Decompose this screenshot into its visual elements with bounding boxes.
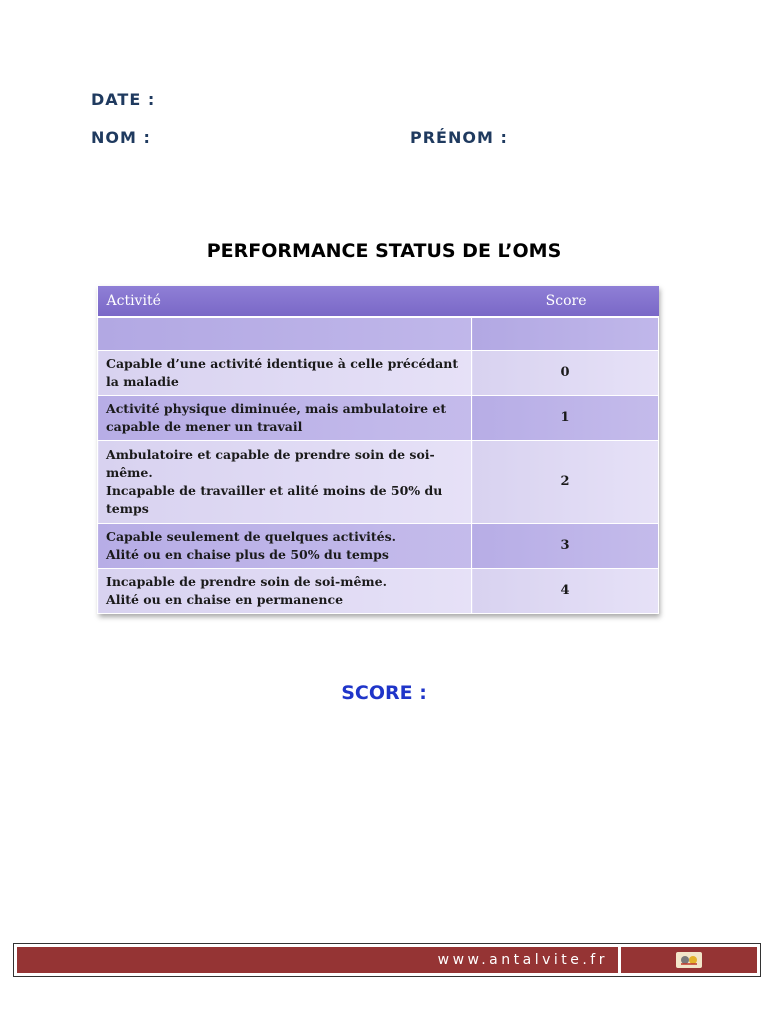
- table-row: [98, 351, 659, 396]
- score-cell: 2: [472, 441, 659, 524]
- prenom-label: PRÉNOM :: [410, 128, 508, 147]
- table-header-row: [98, 286, 659, 317]
- activity-cell: [98, 441, 472, 524]
- activity-cell: [98, 396, 472, 441]
- performance-status-table: [97, 286, 658, 614]
- activity-line: Incapable de prendre soin de soi-même.: [106, 574, 387, 589]
- activity-line: Ambulatoire et capable de prendre soin de soi-même.: [106, 447, 435, 480]
- page-title: PERFORMANCE STATUS DE L’OMS: [206, 240, 562, 262]
- footer-logo-box: [621, 947, 757, 973]
- page-footer: [13, 943, 761, 977]
- table-row: [98, 524, 659, 569]
- activity-line: Activité physique diminuée, mais ambulatoire et capable de mener un travail: [106, 401, 447, 434]
- empty-cell: [472, 317, 659, 351]
- antalvite-logo-icon: [676, 952, 702, 968]
- date-label: DATE :: [91, 90, 156, 109]
- score-cell: 0: [472, 351, 659, 396]
- activity-line: Incapable de travailler et alité moins de 50% du temps: [106, 483, 443, 516]
- column-header-activity: Activité: [98, 286, 472, 317]
- activity-cell: [98, 524, 472, 569]
- empty-cell: [98, 317, 472, 351]
- column-header-score: Score: [472, 286, 659, 317]
- nom-label: NOM :: [91, 128, 151, 147]
- table-row: [98, 441, 659, 524]
- table-row-empty: [98, 317, 659, 351]
- score-cell: 1: [472, 396, 659, 441]
- table-row: [98, 569, 659, 614]
- footer-url[interactable]: www.antalvite.fr: [17, 947, 618, 973]
- score-cell: 4: [472, 569, 659, 614]
- score-cell: 3: [472, 524, 659, 569]
- activity-line: Capable seulement de quelques activités.: [106, 529, 396, 544]
- activity-line: Alité ou en chaise en permanence: [106, 592, 344, 607]
- activity-cell: [98, 351, 472, 396]
- activity-line: Alité ou en chaise plus de 50% du temps: [106, 547, 389, 562]
- activity-line: Capable d’une activité identique à celle précédant la maladie: [106, 356, 459, 389]
- activity-cell: [98, 569, 472, 614]
- table-row: [98, 396, 659, 441]
- score-label: SCORE :: [341, 682, 427, 704]
